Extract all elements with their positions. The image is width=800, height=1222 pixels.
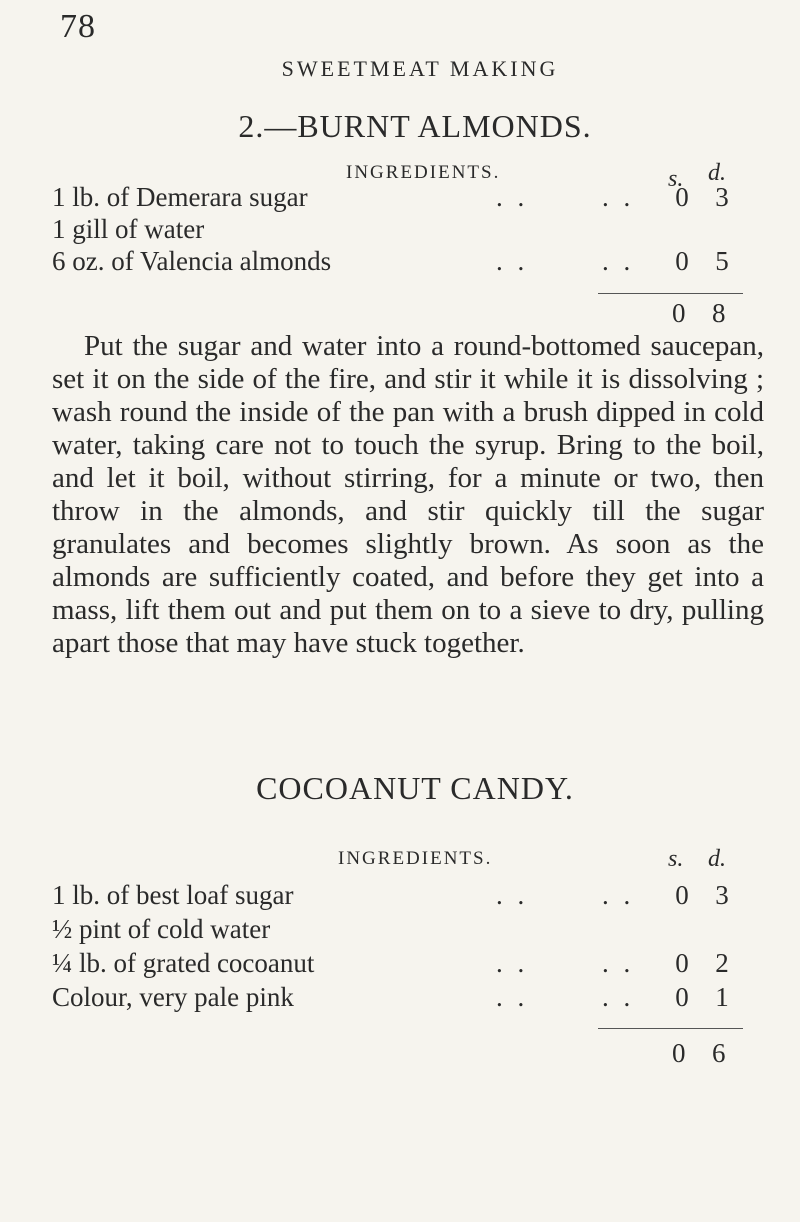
leader-dots: . .: [602, 880, 635, 910]
ingredient-pence: 5: [715, 246, 729, 276]
ingredient-shillings: 0: [675, 948, 689, 978]
leader-dots: . .: [496, 246, 529, 276]
total-pence: 6: [712, 1038, 726, 1068]
total-rule: [598, 1028, 743, 1029]
running-head: SWEETMEAT MAKING: [281, 56, 559, 81]
ingredient-name: 1 lb. of best loaf sugar: [52, 880, 294, 910]
ingredients-heading: INGREDIENTS.: [346, 162, 501, 183]
ingredient-shillings: 0: [675, 182, 689, 212]
total-rule: [598, 293, 743, 294]
ingredient-pence: 3: [715, 880, 729, 910]
page-number: 78: [60, 8, 96, 45]
ingredient-name: 1 gill of water: [52, 214, 205, 244]
recipe-title: COCOANUT CANDY.: [256, 770, 574, 806]
leader-dots: . .: [496, 982, 529, 1012]
ingredient-row: [52, 948, 752, 982]
ingredient-shillings: 0: [675, 880, 689, 910]
ingredient-name: ¼ lb. of grated cocoanut: [52, 948, 315, 978]
pence-heading: d.: [708, 846, 726, 872]
ingredient-row: [52, 182, 752, 216]
ingredient-row: [52, 214, 752, 248]
pence-heading: d.: [708, 160, 726, 186]
total-shillings: 0: [672, 298, 686, 328]
recipe-title: 2.—BURNT ALMONDS.: [238, 108, 592, 144]
leader-dots: . .: [496, 182, 529, 212]
shillings-heading: s.: [668, 846, 684, 872]
ingredient-row: [52, 880, 752, 914]
ingredient-name: 6 oz. of Valencia almonds: [52, 246, 332, 276]
total-pence: 8: [712, 298, 726, 328]
leader-dots: . .: [602, 982, 635, 1012]
shillings-heading: s.: [668, 166, 684, 192]
leader-dots: . .: [496, 880, 529, 910]
leader-dots: . .: [602, 948, 635, 978]
leader-dots: . .: [496, 948, 529, 978]
ingredient-shillings: 0: [675, 246, 689, 276]
leader-dots: . .: [602, 246, 635, 276]
ingredient-pence: 2: [715, 948, 729, 978]
leader-dots: . .: [602, 182, 635, 212]
method-paragraph: Put the sugar and water into a round-bottomed saucepan, set it on the side of the fire, and stir it while it is dissolving ; wash round the inside of the pan with a brush dipped in cold water, taking care not to touch the syrup. Bring to the boil, and let it boil, without stirring, for a minute or two, then throw in the almonds, and stir quickly till the sugar granulates and becomes slightly brown. As soon as the almonds are sufficiently coated, and before they get into a mass, lift them out and put them on to a sieve to dry, pulling apart those that may have stuck together.: [52, 330, 764, 659]
ingredient-name: Colour, very pale pink: [52, 982, 294, 1012]
ingredient-row: [52, 982, 752, 1016]
ingredient-row: [52, 914, 752, 948]
ingredient-name: ½ pint of cold water: [52, 914, 271, 944]
ingredient-pence: 1: [715, 982, 729, 1012]
ingredient-pence: 3: [715, 182, 729, 212]
ingredients-heading: INGREDIENTS.: [338, 848, 493, 869]
ingredient-shillings: 0: [675, 982, 689, 1012]
ingredient-name: 1 lb. of Demerara sugar: [52, 182, 308, 212]
total-shillings: 0: [672, 1038, 686, 1068]
ingredient-row: [52, 246, 752, 280]
